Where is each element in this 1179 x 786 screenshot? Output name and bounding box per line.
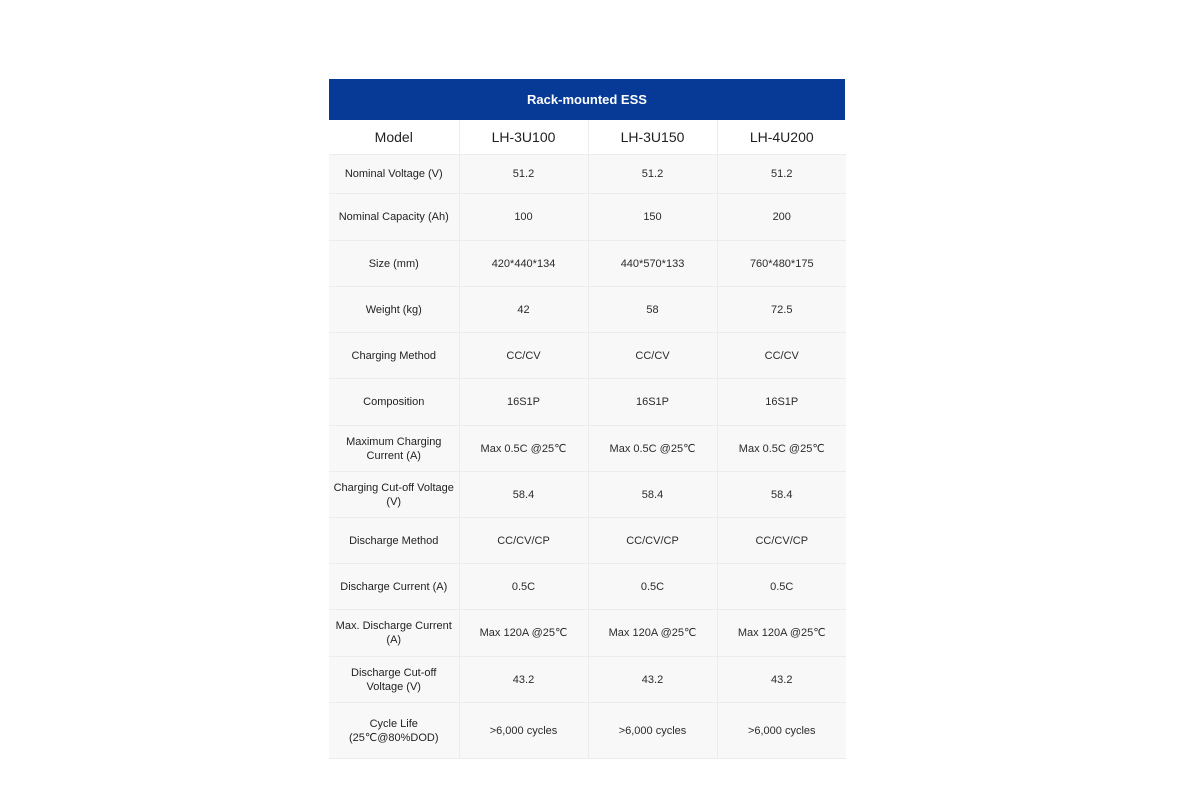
table-title: Rack-mounted ESS	[329, 79, 845, 120]
table-row	[329, 333, 846, 379]
row-value: Max 0.5C @25℃	[588, 426, 717, 472]
row-value: 43.2	[588, 657, 717, 703]
row-value: 100	[459, 194, 588, 241]
row-value: CC/CV	[717, 333, 846, 379]
row-value: 43.2	[459, 657, 588, 703]
table-row	[329, 610, 846, 657]
table-row	[329, 379, 846, 426]
row-label: Discharge Current (A)	[329, 564, 459, 610]
row-label: Discharge Cut-off Voltage (V)	[329, 657, 459, 703]
spec-table	[329, 120, 846, 759]
row-label: Weight (kg)	[329, 287, 459, 333]
table-row	[329, 703, 846, 759]
row-value: 16S1P	[588, 379, 717, 426]
row-value: 0.5C	[717, 564, 846, 610]
header-model-2: LH-3U150	[588, 120, 717, 155]
row-value: 0.5C	[588, 564, 717, 610]
row-value: 16S1P	[717, 379, 846, 426]
spec-table-container	[329, 79, 845, 759]
header-model-1: LH-3U100	[459, 120, 588, 155]
row-value: Max 120A @25℃	[588, 610, 717, 657]
row-value: Max 120A @25℃	[459, 610, 588, 657]
row-value: 72.5	[717, 287, 846, 333]
row-label: Max. Discharge Current (A)	[329, 610, 459, 657]
row-value: Max 0.5C @25℃	[717, 426, 846, 472]
row-value: 150	[588, 194, 717, 241]
table-row	[329, 518, 846, 564]
row-label: Charging Cut-off Voltage (V)	[329, 472, 459, 518]
row-label: Cycle Life (25℃@80%DOD)	[329, 703, 459, 759]
row-value: 420*440*134	[459, 241, 588, 287]
row-value: CC/CV/CP	[459, 518, 588, 564]
row-value: 51.2	[459, 155, 588, 194]
row-label: Nominal Voltage (V)	[329, 155, 459, 194]
row-label: Composition	[329, 379, 459, 426]
row-value: CC/CV	[459, 333, 588, 379]
table-row	[329, 472, 846, 518]
row-value: 200	[717, 194, 846, 241]
row-value: >6,000 cycles	[717, 703, 846, 759]
row-value: CC/CV	[588, 333, 717, 379]
row-label: Maximum Charging Current (A)	[329, 426, 459, 472]
row-label: Charging Method	[329, 333, 459, 379]
row-value: 58.4	[459, 472, 588, 518]
row-label: Discharge Method	[329, 518, 459, 564]
row-value: 440*570*133	[588, 241, 717, 287]
row-value: Max 120A @25℃	[717, 610, 846, 657]
row-value: 43.2	[717, 657, 846, 703]
row-value: CC/CV/CP	[588, 518, 717, 564]
row-label: Nominal Capacity (Ah)	[329, 194, 459, 241]
row-value: 51.2	[717, 155, 846, 194]
table-row	[329, 657, 846, 703]
row-value: Max 0.5C @25℃	[459, 426, 588, 472]
table-row	[329, 194, 846, 241]
row-value: >6,000 cycles	[588, 703, 717, 759]
row-label: Size (mm)	[329, 241, 459, 287]
row-value: 58.4	[717, 472, 846, 518]
table-row	[329, 426, 846, 472]
row-value: 0.5C	[459, 564, 588, 610]
table-row	[329, 287, 846, 333]
table-row	[329, 564, 846, 610]
row-value: CC/CV/CP	[717, 518, 846, 564]
header-model-3: LH-4U200	[717, 120, 846, 155]
table-row	[329, 155, 846, 194]
header-row	[329, 120, 846, 155]
row-value: 16S1P	[459, 379, 588, 426]
table-row	[329, 241, 846, 287]
header-label: Model	[329, 120, 459, 155]
row-value: 42	[459, 287, 588, 333]
row-value: 760*480*175	[717, 241, 846, 287]
row-value: 51.2	[588, 155, 717, 194]
row-value: >6,000 cycles	[459, 703, 588, 759]
row-value: 58.4	[588, 472, 717, 518]
row-value: 58	[588, 287, 717, 333]
